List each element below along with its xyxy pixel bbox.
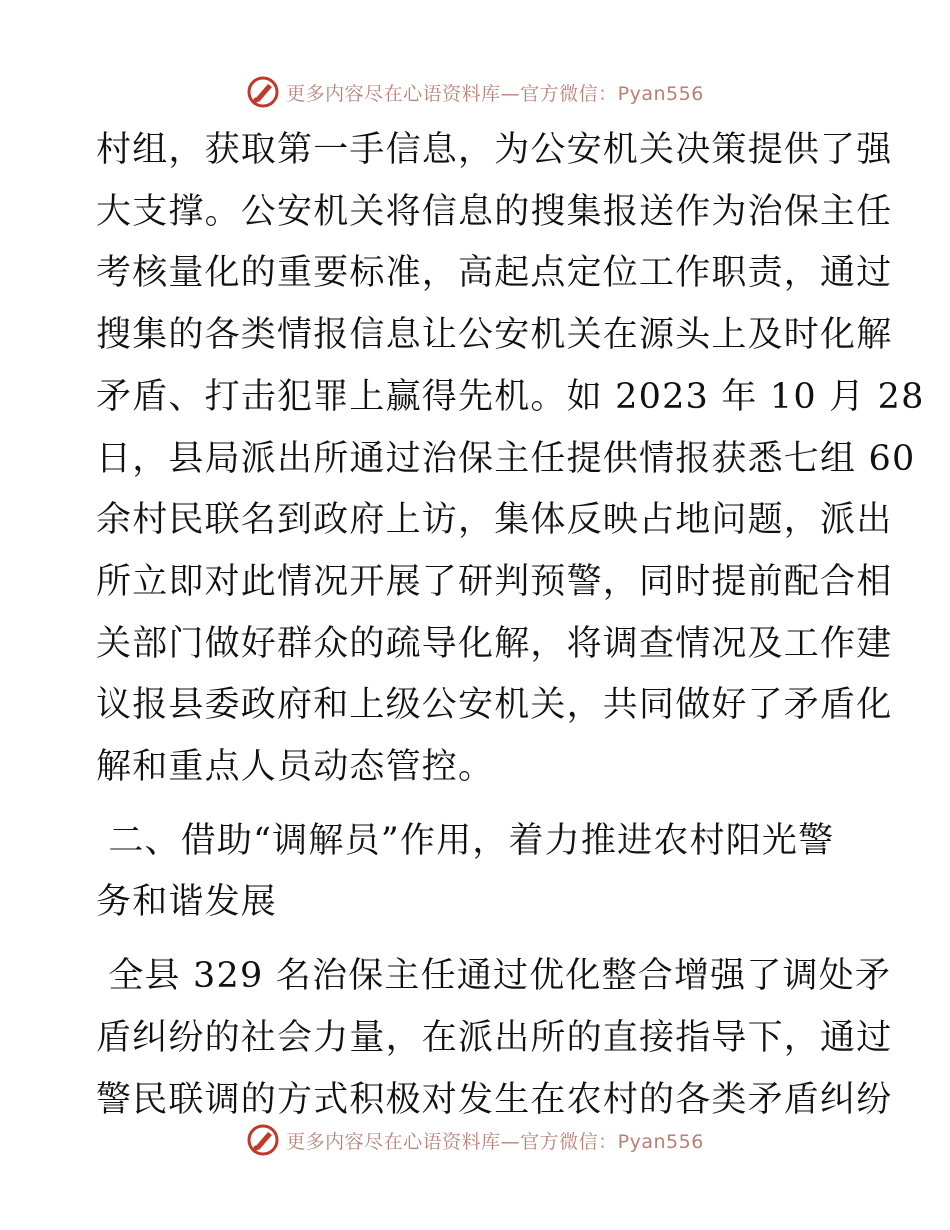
footer-watermark-text: 更多内容尽在心语资料库—官方微信：Pyan556 (286, 1130, 704, 1153)
text-line: 警民联调的方式积极对发生在农村的各类矛盾纠纷 (96, 1079, 893, 1120)
paragraph-1 (96, 120, 925, 799)
text-line: 解和重点人员动态管控。 (96, 747, 495, 788)
heading-line: 二、借助“调解员”作用，着力推进农村阳光警 (96, 820, 835, 861)
text-line: 关部门做好群众的疏导化解，将调查情况及工作建 (96, 623, 893, 664)
text-line: 搜集的各类情报信息让公安机关在源头上及时化解 (96, 315, 893, 356)
text-line: 日，县局派出所通过治保主任提供情报获悉七组 60 (96, 438, 916, 479)
text-line: 村组，获取第一手信息，为公安机关决策提供了强 (96, 130, 893, 170)
section-heading-2 (96, 811, 856, 934)
pen-logo-icon (246, 1123, 280, 1157)
paragraph-2 (96, 946, 893, 1131)
heading-line: 务和谐发展 (96, 882, 278, 923)
text-line: 所立即对此情况开展了研判预警，同时提前配合相 (96, 561, 893, 602)
footer-watermark (0, 1120, 950, 1160)
text-line: 考核量化的重要标准，高起点定位工作职责，通过 (96, 253, 893, 294)
text-line: 全县 329 名治保主任通过优化整合增强了调处矛 (96, 956, 892, 997)
text-line: 盾纠纷的社会力量，在派出所的直接指导下，通过 (96, 1017, 893, 1058)
text-line: 大支撑。公安机关将信息的搜集报送作为治保主任 (96, 191, 893, 232)
header-watermark (0, 72, 950, 112)
header-watermark-text: 更多内容尽在心语资料库—官方微信：Pyan556 (286, 82, 704, 105)
document-body (96, 120, 925, 1131)
text-line: 余村民联名到政府上访，集体反映占地问题，派出 (96, 500, 893, 541)
text-line: 矛盾、打击犯罪上赢得先机。如 2023 年 10 月 28 (96, 376, 925, 417)
pen-logo-icon (246, 75, 280, 109)
text-line: 议报县委政府和上级公安机关，共同做好了矛盾化 (96, 685, 893, 726)
